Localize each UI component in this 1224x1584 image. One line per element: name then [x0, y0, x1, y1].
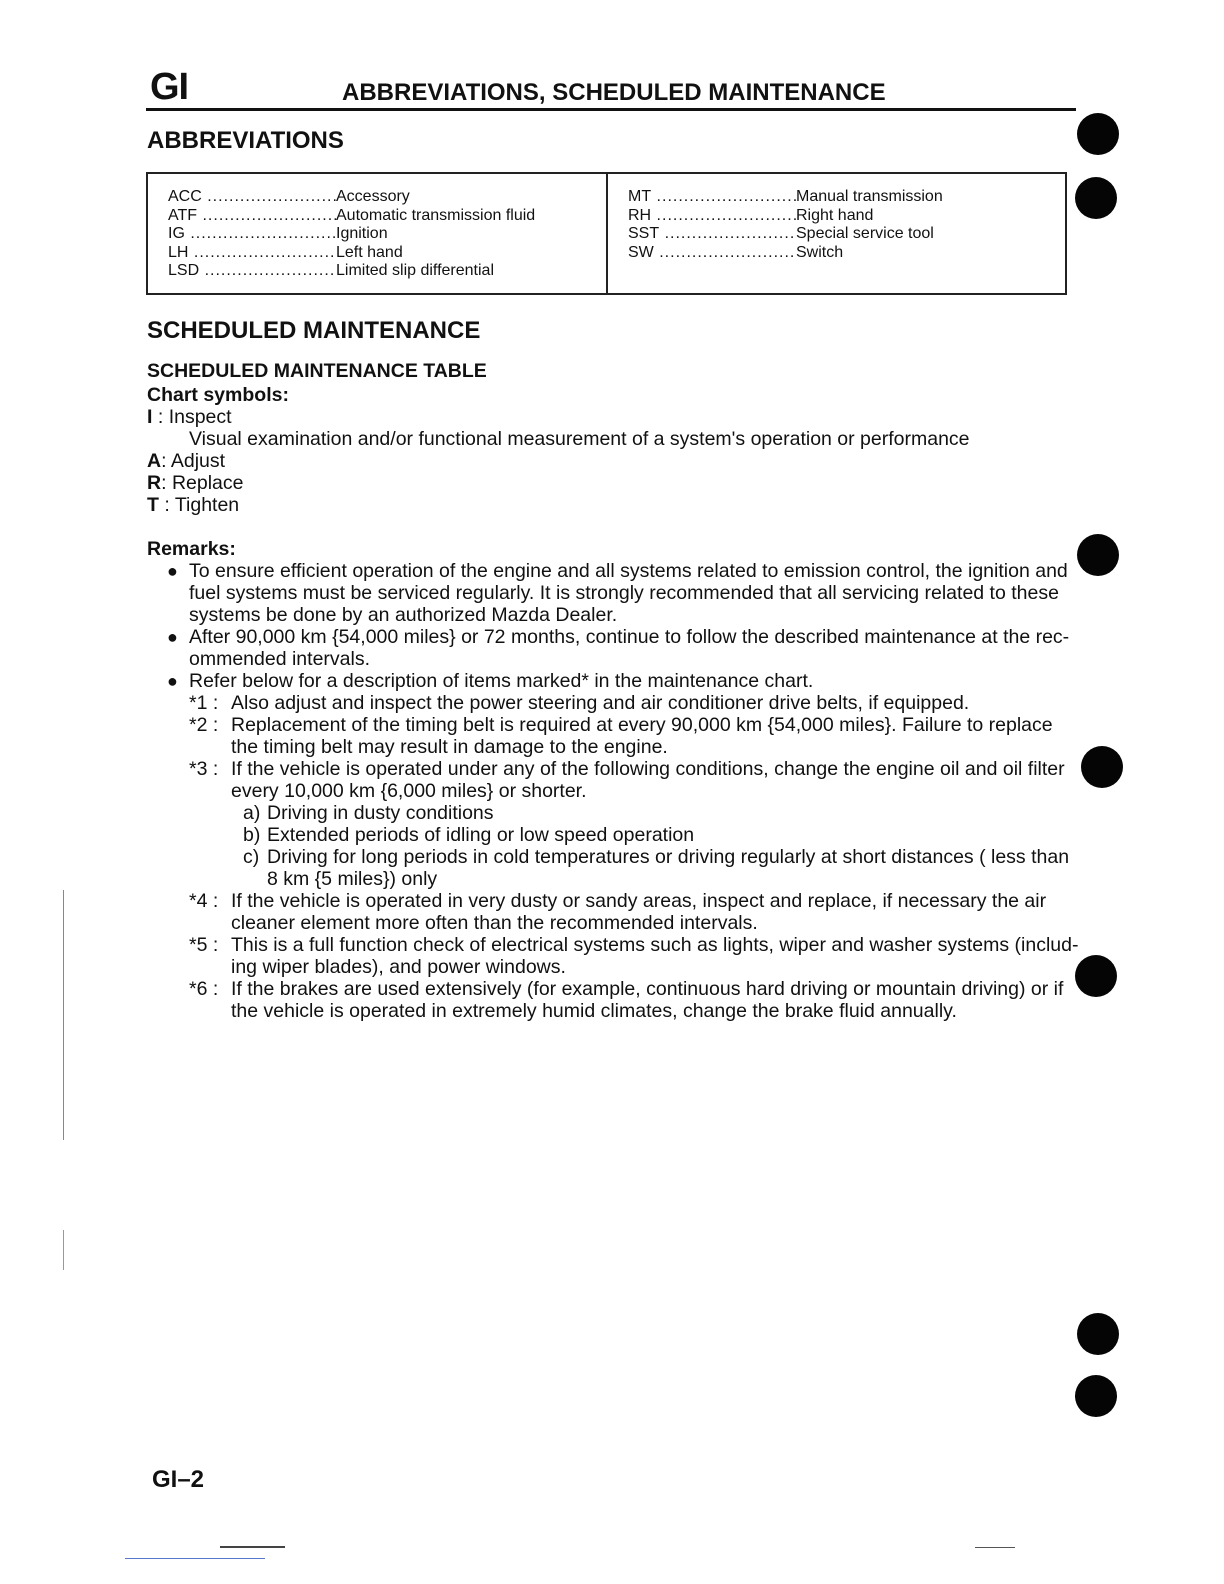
note-text: This is a full function check of electrical systems such as lights, wiper and washer systems (includ-ing wiper blades), and power windows.: [231, 934, 1079, 978]
note-mark: *3 :: [189, 758, 219, 780]
note-text: Also adjust and inspect the power steering and air conditioner drive belts, if equipped.: [231, 692, 970, 714]
section-code: GI: [150, 66, 189, 108]
abbreviations-column-divider: [606, 172, 608, 293]
abbreviation-code: MT .....: [628, 188, 796, 207]
abbreviation-code: SST .....: [628, 225, 796, 244]
scan-artifact-line: [125, 1558, 265, 1559]
abbreviation-definition: Manual transmission: [796, 188, 943, 205]
header-rule: [146, 108, 1076, 111]
margin-dot-icon: [1081, 746, 1123, 788]
note-mark: *1 :: [189, 692, 219, 714]
note-text: Replacement of the timing belt is required at every 90,000 km {54,000 miles}. Failure to replace the timing belt may result in damage to the engine.: [231, 714, 1053, 758]
abbreviation-definition: Ignition: [336, 225, 388, 242]
abbreviation-definition: Special service tool: [796, 225, 934, 242]
margin-dot-icon: [1077, 1313, 1119, 1355]
note-mark: *6 :: [189, 978, 219, 1000]
abbreviation-code: LH .....: [168, 244, 336, 263]
symbol-letter: I: [147, 406, 153, 428]
abbreviation-code: SW .....: [628, 244, 796, 263]
note-mark: *2 :: [189, 714, 219, 736]
symbol-separator: :: [152, 406, 169, 428]
remark-bullet: After 90,000 km {54,000 miles} or 72 months, continue to follow the described maintenance at the rec-ommended intervals.: [189, 626, 1070, 670]
bullet-icon: ●: [167, 671, 178, 691]
inspect-description: Visual examination and/or functional measurement of a system's operation or performance: [189, 428, 970, 450]
note-text: If the vehicle is operated under any of the following conditions, change the engine oil and oil filter every 10,000 km {6,000 miles} or shorter.: [231, 758, 1065, 802]
bullet-icon: ●: [167, 627, 178, 647]
bullet-icon: ●: [167, 561, 178, 581]
remarks-label: Remarks:: [147, 538, 236, 560]
abbreviation-code: IG .....: [168, 225, 336, 244]
abbreviation-definition: Switch: [796, 243, 844, 261]
condition-text: Driving in dusty conditions: [267, 802, 494, 824]
margin-dot-icon: [1075, 955, 1117, 997]
note-text: If the brakes are used extensively (for example, continuous hard driving or mountain driving) or if the vehicle is operated in extremely humid climates, change the brake fluid annually.: [231, 978, 1064, 1022]
maintenance-table-heading: SCHEDULED MAINTENANCE TABLE: [147, 360, 487, 382]
symbol-letter: R: [147, 472, 162, 494]
page-number: GI–2: [152, 1466, 205, 1493]
abbreviation-definition: Limited slip differential: [336, 262, 495, 279]
remark-bullet: Refer below for a description of items marked* in the maintenance chart.: [189, 670, 814, 692]
condition-text: Driving for long periods in cold temperatures or driving regularly at short distances ( less than 8 km {5 miles}) only: [267, 846, 1070, 890]
symbol-letter: A: [147, 450, 162, 472]
note-mark: *5 :: [189, 934, 219, 956]
condition-text: Extended periods of idling or low speed operation: [267, 824, 695, 846]
scan-artifact-line: [63, 890, 64, 1140]
margin-dot-icon: [1075, 1375, 1117, 1417]
abbreviation-code: ACC .....: [168, 188, 336, 207]
margin-dot-icon: [1075, 177, 1117, 219]
scan-artifact-line: [63, 1230, 64, 1270]
note-mark: *4 :: [189, 890, 219, 912]
remark-bullet: To ensure efficient operation of the engine and all systems related to emission control, the ignition and fuel systems must be serviced regularly. It is strongly recommended that all servicing related to these systems be done by an authorized Mazda Dealer.: [189, 560, 1068, 626]
condition-label: b): [243, 824, 261, 846]
abbreviation-code: RH .....: [628, 207, 796, 226]
symbol-meaning: Inspect: [168, 406, 232, 428]
symbol-separator: :: [161, 450, 171, 472]
chart-symbol-adjust: [147, 450, 225, 472]
symbol-meaning: Adjust: [170, 450, 226, 472]
chart-symbol-replace: [147, 472, 243, 494]
symbol-meaning: Tighten: [174, 494, 240, 516]
chart-symbols-label: Chart symbols:: [147, 384, 289, 406]
symbol-meaning: Replace: [171, 472, 244, 494]
condition-label: c): [243, 846, 260, 868]
scan-artifact-line: [220, 1546, 285, 1548]
abbreviation-definition: Left hand: [336, 243, 403, 261]
symbol-letter: T: [147, 494, 159, 516]
page-header-title: ABBREVIATIONS, SCHEDULED MAINTENANCE: [342, 79, 886, 106]
symbol-separator: :: [158, 494, 175, 516]
abbreviation-code: LSD .....: [168, 262, 336, 281]
scan-artifact-line: [975, 1547, 1015, 1548]
margin-dot-icon: [1077, 113, 1119, 155]
margin-dot-icon: [1077, 534, 1119, 576]
abbreviations-heading: ABBREVIATIONS: [147, 127, 344, 154]
chart-symbol-tighten: [147, 494, 239, 516]
abbreviation-definition: Right hand: [796, 206, 874, 224]
chart-symbol-inspect: [147, 406, 232, 428]
scheduled-maintenance-heading: SCHEDULED MAINTENANCE: [147, 317, 481, 344]
condition-label: a): [243, 802, 261, 824]
abbreviation-definition: Automatic transmission fluid: [336, 206, 536, 224]
symbol-separator: :: [161, 472, 172, 494]
note-text: If the vehicle is operated in very dusty or sandy areas, inspect and replace, if necessary the air cleaner element more often than the recommended intervals.: [231, 890, 1047, 934]
abbreviation-code: ATF .....: [168, 207, 336, 226]
abbreviation-definition: Accessory: [336, 188, 410, 205]
